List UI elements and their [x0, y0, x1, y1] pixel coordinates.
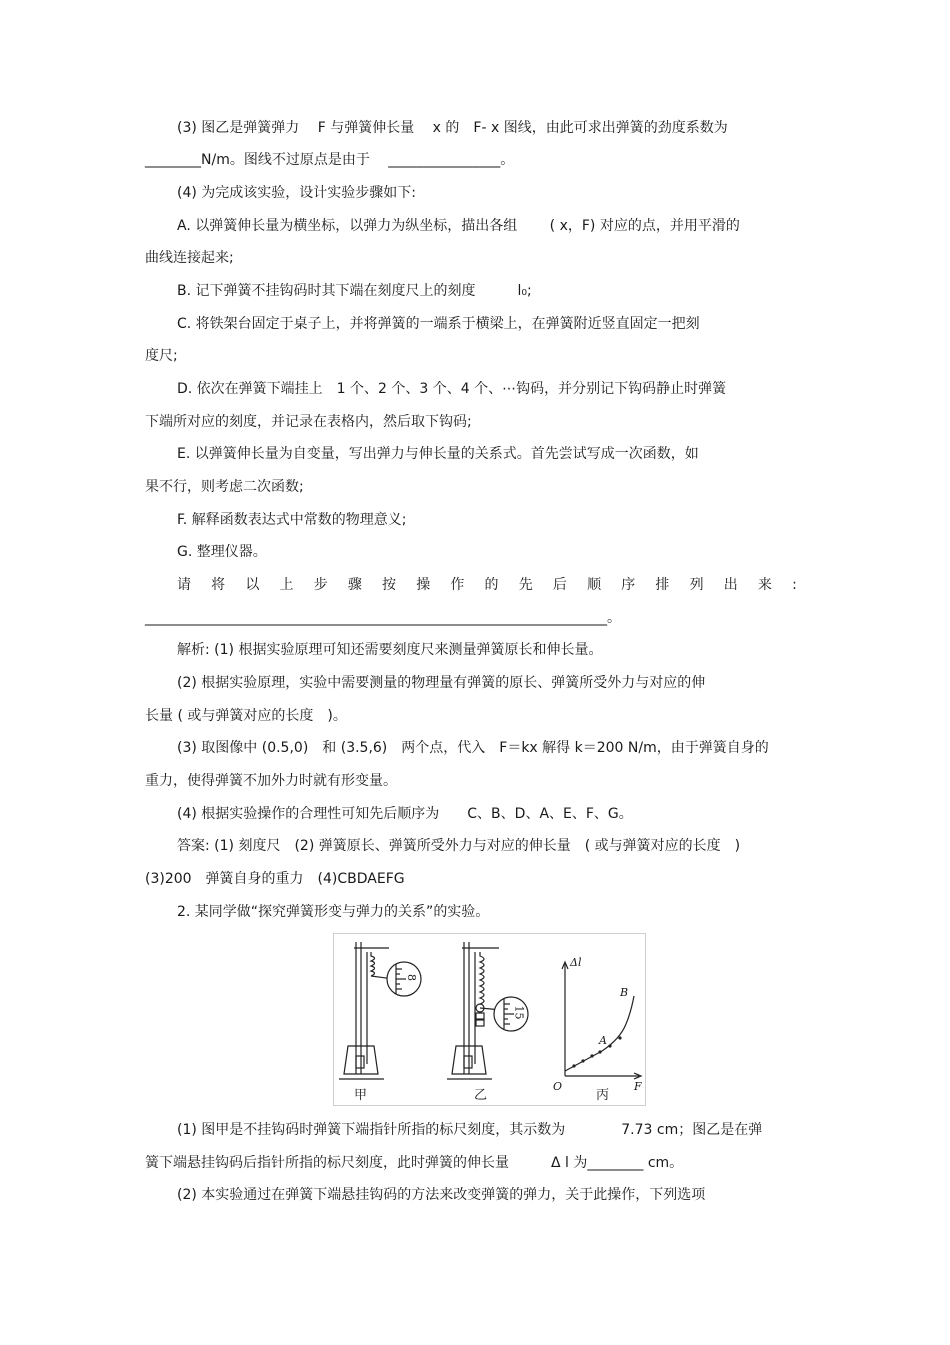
graph-point-b-label: B: [620, 986, 629, 999]
char: 后: [552, 577, 567, 593]
char: 以: [245, 577, 260, 593]
char: 来: [757, 577, 772, 593]
char: 上: [279, 577, 294, 593]
char: 排: [655, 577, 670, 593]
text-line: 果不行，则考虑二次函数;: [145, 479, 304, 495]
answer-blank-line: __________________________________________________________________。: [145, 610, 621, 626]
dial-reading-a: 8: [405, 974, 418, 981]
text-line: E. 以弹簧伸长量为自变量，写出弹力与伸长量的关系式。首先尝试写成一次函数，如: [177, 446, 699, 462]
char: 请: [177, 577, 191, 593]
text-line: B. 记下弹簧不挂钩码时其下端在刻度尺上的刻度 l₀;: [177, 283, 532, 299]
text-line: D. 依次在弹簧下端挂上 1 个、2 个、3 个、4 个、⋯钩码，并分别记下钩码静止时弹簧: [177, 381, 727, 397]
graph-c: [562, 962, 641, 1079]
text-line: (3)200 弹簧自身的重力 (4)CBDAEFG: [145, 871, 405, 887]
text-line: 度尺;: [145, 348, 178, 364]
caption-c: 丙: [596, 1088, 610, 1103]
text-line: G. 整理仪器。: [177, 544, 267, 560]
char: 序: [621, 577, 636, 593]
text-line: 簧下端悬挂钩码后指针所指的标尺刻度，此时弹簧的伸长量 Δ l 为________ cm。: [145, 1155, 684, 1171]
text-line: 重力，使得弹簧不加外力时就有形变量。: [145, 773, 397, 789]
graph-point-a-label: A: [599, 1034, 607, 1047]
graph-y-label: Δl: [570, 956, 582, 969]
text-line: (3) 图乙是弹簧弹力 F 与弹簧伸长量 x 的 F- x 图线，由此可求出弹簧的劲度系数为: [177, 120, 728, 136]
text-line: (3) 取图像中 (0.5,0) 和 (3.5,6) 两个点，代入 F＝kx 解得 k＝200 N/m，由于弹簧自身的: [177, 740, 769, 756]
char: 按: [382, 577, 397, 593]
text-line: 解析: (1) 根据实验原理可知还需要刻度尺来测量弹簧原长和伸长量。: [177, 642, 603, 658]
char: :: [792, 577, 797, 593]
char: 出: [723, 577, 738, 593]
text-line: (1) 图甲是不挂钩码时弹簧下端指针所指的标尺刻度，其示数为 7.73 cm；图乙是在弹: [177, 1122, 763, 1138]
char: 列: [689, 577, 704, 593]
text-line: 长量 ( 或与弹簧对应的长度 )。: [145, 708, 347, 724]
char: 作: [450, 577, 465, 593]
char: 先: [518, 577, 533, 593]
text-line: 答案: (1) 刻度尺 (2) 弹簧原长、弹簧所受外力与对应的伸长量 ( 或与弹簧对应的长度 ): [177, 838, 741, 854]
text-line: (2) 本实验通过在弹簧下端悬挂钩码的方法来改变弹簧的弹力，关于此操作，下列选项: [177, 1187, 706, 1203]
text-line: C. 将铁架台固定于桌子上，并将弹簧的一端系于横梁上，在弹簧附近竖直固定一把刻: [177, 316, 700, 332]
char: 步: [313, 577, 328, 593]
text-line: (2) 根据实验原理，实验中需要测量的物理量有弹簧的原长、弹簧所受外力与对应的伸: [177, 675, 706, 691]
apparatus-a: [339, 942, 421, 1079]
text-line: 2. 某同学做“探究弹簧形变与弹力的关系”的实验。: [177, 904, 490, 920]
text-line: 曲线连接起来;: [145, 250, 234, 266]
text-line: 下端所对应的刻度，并记录在表格内，然后取下钩码;: [145, 414, 472, 430]
text-line: F. 解释函数表达式中常数的物理意义;: [177, 512, 407, 528]
graph-origin-label: O: [553, 1080, 563, 1093]
apparatus-diagram: [334, 934, 645, 1105]
char: 将: [211, 577, 226, 593]
char: 的: [484, 577, 499, 593]
text-line: (4) 根据实验操作的合理性可知先后顺序为 C、B、D、A、E、F、G。: [177, 806, 633, 822]
char: 顺: [587, 577, 602, 593]
caption-a: 甲: [354, 1088, 368, 1103]
char: 骤: [347, 577, 362, 593]
dial-reading-b: 15: [512, 1005, 526, 1020]
caption-b: 乙: [474, 1088, 488, 1103]
char: 操: [416, 577, 431, 593]
text-line: A. 以弹簧伸长量为横坐标，以弹力为纵坐标，描出各组 ( x，F) 对应的点，并用平滑的: [177, 218, 740, 234]
graph-x-label: F: [634, 1080, 642, 1093]
text-line: ________N/m。图线不过原点是由于 ________________。: [145, 152, 515, 168]
text-line: (4) 为完成该实验，设计实验步骤如下:: [177, 185, 416, 201]
experiment-figure: [333, 933, 646, 1106]
spaced-text-line: [177, 575, 797, 595]
